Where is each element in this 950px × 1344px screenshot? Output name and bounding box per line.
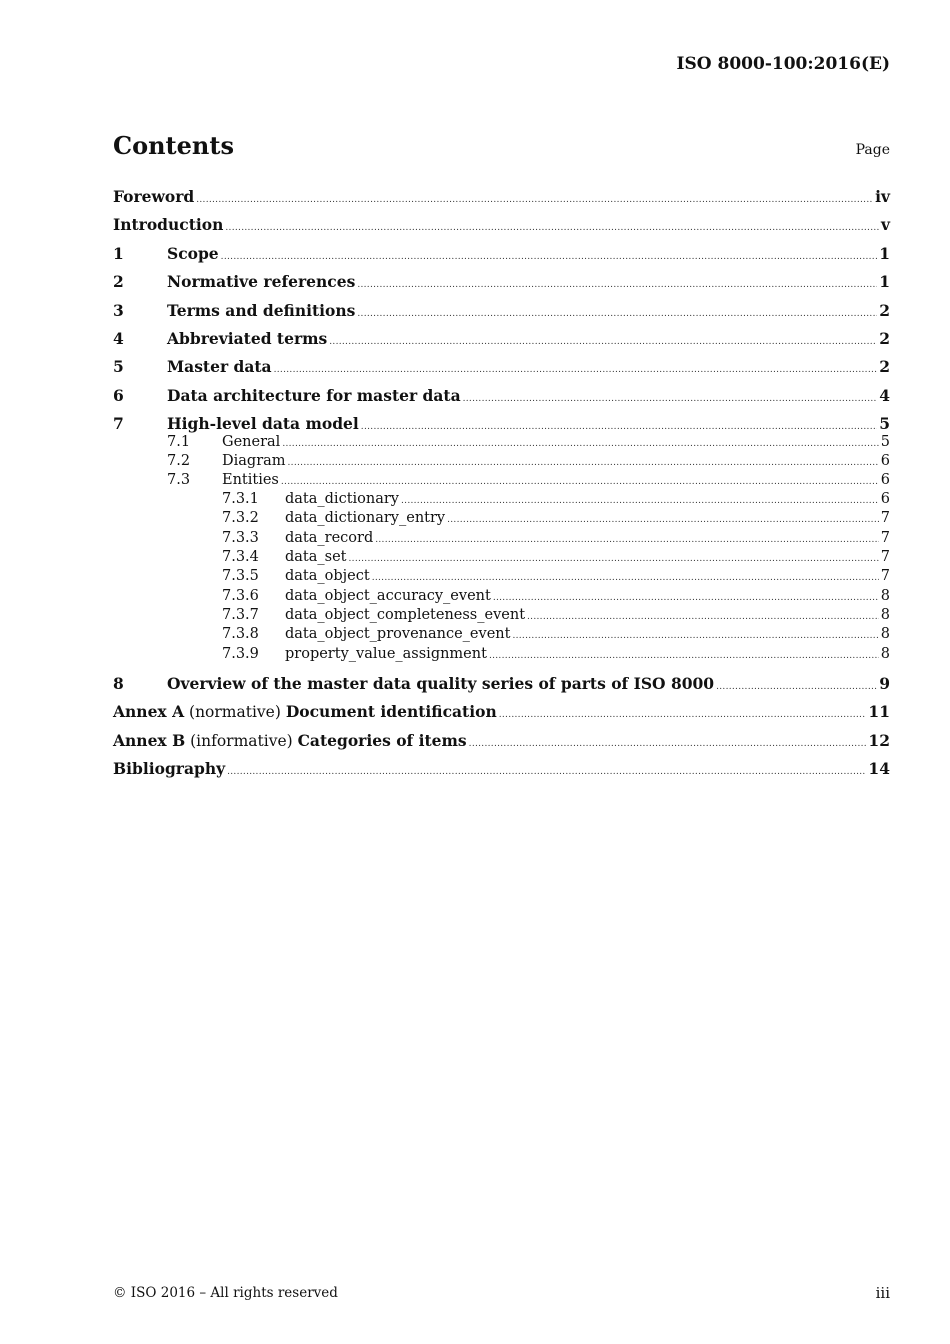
dot-leader xyxy=(357,309,877,319)
toc-entry-title xyxy=(285,568,370,584)
toc-entry[interactable] xyxy=(113,272,890,292)
toc-entry-title xyxy=(285,510,445,526)
dot-leader xyxy=(372,573,879,583)
toc-entry-number: 7.3.9 xyxy=(222,646,259,662)
toc-entry[interactable] xyxy=(113,510,890,530)
toc-entry-number: 7.1 xyxy=(167,434,191,450)
toc-entry-title xyxy=(113,702,497,721)
toc-entry[interactable] xyxy=(113,434,890,454)
toc-entry-title-text: Entities xyxy=(222,472,279,488)
toc-entry-title xyxy=(113,731,467,750)
toc-entry-title-text: data_object_completeness_event xyxy=(285,607,526,623)
toc-entry-page: 5 xyxy=(879,414,890,433)
toc-entry-title-text: data_object_provenance_event xyxy=(285,626,511,642)
dot-leader xyxy=(288,458,879,468)
dot-leader xyxy=(401,496,879,506)
toc-entry-title xyxy=(222,472,279,488)
footer-page-number: iii xyxy=(875,1284,890,1302)
toc-entry-number: 4 xyxy=(113,329,124,348)
toc-entry[interactable] xyxy=(113,453,890,473)
toc-entry-page: v xyxy=(880,215,890,234)
toc-entry-title-text: Master data xyxy=(167,357,272,376)
toc-entry-page: iv xyxy=(875,187,890,206)
toc-entry-title xyxy=(167,357,272,376)
toc-entry-title xyxy=(167,674,714,693)
toc-entry-number: 7.3.4 xyxy=(222,549,259,565)
toc-entry-page: 6 xyxy=(880,491,890,507)
toc-entry[interactable] xyxy=(113,549,890,569)
dot-leader xyxy=(375,535,879,545)
toc-entry-title xyxy=(167,272,355,291)
footer-copyright: © ISO 2016 – All rights reserved xyxy=(113,1285,338,1301)
toc-entry[interactable] xyxy=(113,329,890,349)
toc-entry-page: 4 xyxy=(879,386,890,405)
toc-entry[interactable] xyxy=(113,187,890,207)
toc-entry[interactable] xyxy=(113,244,890,264)
toc-entry-title xyxy=(285,646,487,662)
toc-entry-page: 8 xyxy=(880,588,890,604)
toc-entry-title-text: Foreword xyxy=(113,187,195,206)
toc-entry-page: 9 xyxy=(879,674,890,693)
dot-leader xyxy=(361,422,877,432)
toc-entry[interactable] xyxy=(113,472,890,492)
toc-entry-title-text: data_record xyxy=(285,530,374,546)
toc-entry-title xyxy=(285,588,491,604)
toc-entry-title xyxy=(222,453,286,469)
toc-entry-title-text: property_value_assignment xyxy=(285,646,487,662)
annex-title: Document identification xyxy=(285,702,497,721)
toc-entry-title-text: High-level data model xyxy=(167,414,359,433)
toc-entry-title-text: General xyxy=(222,434,281,450)
toc-entry[interactable] xyxy=(113,386,890,406)
dot-leader xyxy=(512,631,878,641)
dot-leader xyxy=(349,554,879,564)
toc-entry-title-text: Annex A xyxy=(113,702,185,721)
annex-qualifier: (normative) xyxy=(184,703,286,721)
dot-leader xyxy=(282,439,878,449)
toc-entry-number: 7.2 xyxy=(167,453,191,469)
dot-leader xyxy=(357,280,877,290)
toc-entry-title xyxy=(285,549,347,565)
dot-leader xyxy=(281,477,879,487)
toc-entry[interactable] xyxy=(113,491,890,511)
dot-leader xyxy=(225,223,879,233)
toc-entry-title xyxy=(113,215,223,234)
toc-entry-title-text: Annex B xyxy=(113,731,186,750)
toc-entry-page: 8 xyxy=(880,646,890,662)
toc-entry-page: 1 xyxy=(879,244,890,263)
toc-entry-title-text: data_object xyxy=(285,568,370,584)
toc-entry[interactable] xyxy=(113,588,890,608)
dot-leader xyxy=(463,394,878,404)
toc-entry[interactable] xyxy=(113,568,890,588)
toc-entry-title xyxy=(222,434,280,450)
toc-entry-page: 6 xyxy=(880,472,890,488)
toc-entry-number: 7.3.8 xyxy=(222,626,259,642)
contents-title: Contents xyxy=(113,131,234,160)
toc-entry-title xyxy=(167,329,327,348)
toc-entry-title xyxy=(167,414,359,433)
toc-entry[interactable] xyxy=(113,626,890,646)
dot-leader xyxy=(716,682,877,692)
toc-entry[interactable] xyxy=(113,215,890,235)
toc-entry-page: 1 xyxy=(879,272,890,291)
toc-entry-number: 7.3.3 xyxy=(222,530,259,546)
dot-leader xyxy=(499,710,867,720)
toc-entry-page: 12 xyxy=(868,731,890,750)
dot-leader xyxy=(493,593,879,603)
dot-leader xyxy=(469,739,867,749)
toc-entry-page: 11 xyxy=(868,702,890,721)
toc-entry-number: 5 xyxy=(113,357,124,376)
toc-entry-number: 6 xyxy=(113,386,124,405)
toc-entry[interactable] xyxy=(113,357,890,377)
toc-entry-title xyxy=(113,759,225,778)
document-id: ISO 8000-100:2016(E) xyxy=(676,54,890,74)
toc-entry-title-text: Diagram xyxy=(222,453,286,469)
toc-entry-page: 2 xyxy=(879,329,890,348)
toc-entry-page: 14 xyxy=(868,759,890,778)
toc-entry-number: 8 xyxy=(113,674,124,693)
toc-entry-title-text: Abbreviated terms xyxy=(167,329,328,348)
toc-entry-number: 7.3.1 xyxy=(222,491,259,507)
dot-leader xyxy=(447,515,879,525)
dot-leader xyxy=(227,767,866,777)
toc-entry-number: 7.3.2 xyxy=(222,510,259,526)
toc-entry-page: 2 xyxy=(879,301,890,320)
toc-entry-number: 7.3.5 xyxy=(222,568,259,584)
toc-entry-title-text: Normative references xyxy=(167,272,356,291)
toc-entry-title-text: data_dictionary_entry xyxy=(285,510,446,526)
toc-entry-title-text: Scope xyxy=(167,244,219,263)
toc-entry[interactable] xyxy=(113,759,890,779)
toc-entry-page: 6 xyxy=(880,453,890,469)
toc-entry-title xyxy=(285,491,399,507)
toc-entry-title xyxy=(285,626,510,642)
dot-leader xyxy=(221,252,878,262)
toc-entry[interactable] xyxy=(113,607,890,627)
toc-entry-page: 7 xyxy=(880,568,890,584)
toc-entry-number: 7.3 xyxy=(167,472,191,488)
toc-entry-title-text: Terms and definitions xyxy=(167,301,356,320)
toc-entry[interactable] xyxy=(113,674,890,694)
toc-entry-title-text: Data architecture for master data xyxy=(167,386,461,405)
toc-entry[interactable] xyxy=(113,646,890,666)
dot-leader xyxy=(329,337,877,347)
toc-entry[interactable] xyxy=(113,731,890,751)
toc-entry-title xyxy=(167,244,219,263)
dot-leader xyxy=(527,612,879,622)
toc-entry-page: 2 xyxy=(879,357,890,376)
toc-entry-number: 7.3.6 xyxy=(222,588,259,604)
toc-entry-page: 8 xyxy=(880,607,890,623)
toc-entry-title xyxy=(285,607,525,623)
toc-entry-page: 7 xyxy=(880,530,890,546)
toc-entry-number: 3 xyxy=(113,301,124,320)
toc-entry-number: 7 xyxy=(113,414,124,433)
toc-entry-title xyxy=(113,187,194,206)
toc-entry-title-text: Bibliography xyxy=(113,759,226,778)
dot-leader xyxy=(196,195,873,205)
toc-entry-title-text: data_object_accuracy_event xyxy=(285,588,491,604)
page-column-label: Page xyxy=(855,142,890,158)
toc-entry-page: 7 xyxy=(880,549,890,565)
toc-entry-title-text: Introduction xyxy=(113,215,224,234)
toc-entry-number: 7.3.7 xyxy=(222,607,259,623)
toc-entry-number: 1 xyxy=(113,244,124,263)
toc-entry[interactable] xyxy=(113,702,890,722)
toc-entry-page: 7 xyxy=(880,510,890,526)
toc-entry-page: 8 xyxy=(880,626,890,642)
dot-leader xyxy=(489,651,879,661)
toc-entry-title xyxy=(167,386,461,405)
toc-entry-title-text: Overview of the master data quality series of parts of ISO 8000 xyxy=(167,674,715,693)
annex-title: Categories of items xyxy=(297,731,467,750)
toc-entry-title xyxy=(285,530,373,546)
toc-entry[interactable] xyxy=(113,530,890,550)
dot-leader xyxy=(274,365,878,375)
toc-entry-title-text: data_dictionary xyxy=(285,491,399,507)
toc-entry-title xyxy=(167,301,355,320)
toc-entry-title-text: data_set xyxy=(285,549,347,565)
toc-entry[interactable] xyxy=(113,301,890,321)
toc-entry-page: 5 xyxy=(880,434,890,450)
annex-qualifier: (informative) xyxy=(185,732,298,750)
toc-entry-number: 2 xyxy=(113,272,124,291)
toc-entry[interactable] xyxy=(113,414,890,434)
